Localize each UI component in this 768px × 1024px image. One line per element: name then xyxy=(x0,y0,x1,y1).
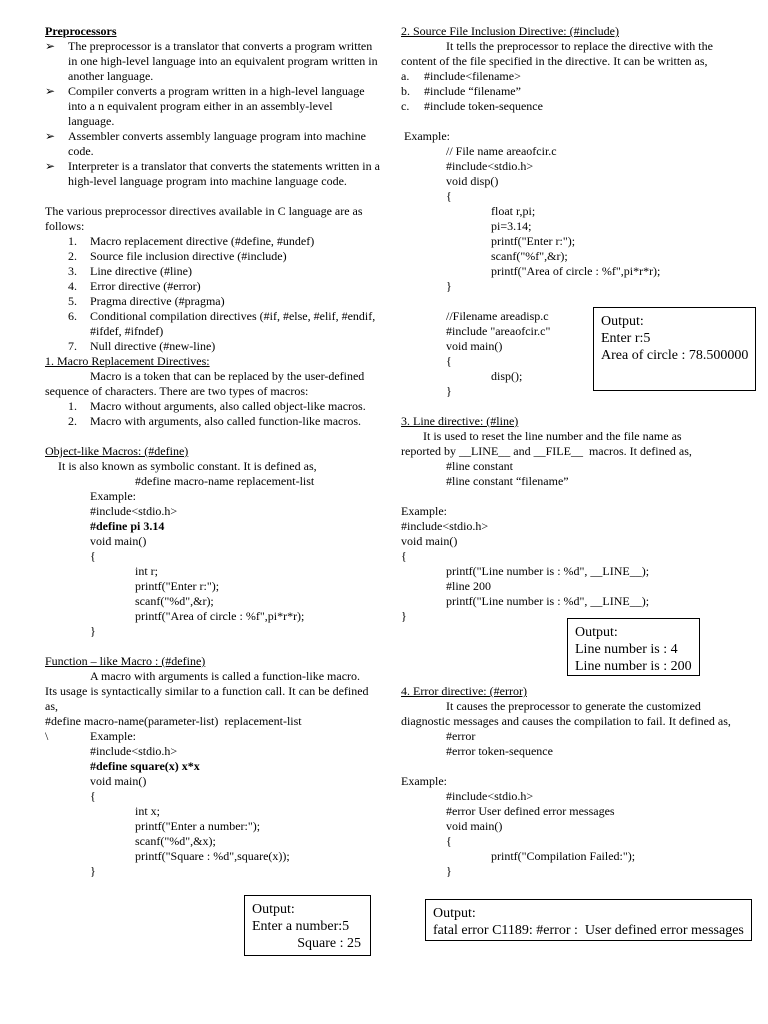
code-line: printf("Enter r:"); xyxy=(135,579,220,593)
output-box-area xyxy=(593,307,756,391)
list-item: 5. Pragma directive (#pragma) xyxy=(68,294,225,308)
code-line: float r,pi; xyxy=(491,204,536,218)
output-line: Square : 25 xyxy=(297,936,361,951)
example-label: Example: xyxy=(90,489,136,503)
code-line: { xyxy=(446,189,452,203)
right-column xyxy=(401,24,756,879)
arrow-bullet-icon: ➢ xyxy=(45,84,56,98)
code-line: #error User defined error messages xyxy=(446,804,615,818)
object-like-desc: It is also known as symbolic constant. It is defined as, xyxy=(58,459,317,473)
preprocessor-bullet-list xyxy=(45,39,380,189)
line-text-first: It is used to reset the line number and the file name as xyxy=(423,429,682,443)
error-text-first: It causes the preprocessor to generate the customized xyxy=(446,699,701,713)
list-item: 7. Null directive (#new-line) xyxy=(68,339,216,353)
output-line: Enter r:5 xyxy=(601,331,651,346)
code-line: scanf("%d",&x); xyxy=(135,834,216,848)
code-line: } xyxy=(446,384,452,398)
list-item: 2. Source file inclusion directive (#include) xyxy=(68,249,287,263)
code-line: printf("Enter a number:"); xyxy=(135,819,261,833)
code-line: } xyxy=(401,609,407,623)
code-line: // File name areaofcir.c xyxy=(446,144,557,158)
left-column xyxy=(45,24,380,879)
function-like-text-rest: Its usage is syntactically similar to a function call. It can be defined as, xyxy=(45,684,369,713)
macro-heading: 1. Macro Replacement Directives: xyxy=(45,354,210,368)
object-like-syntax: #define macro-name replacement-list xyxy=(135,474,315,488)
bullet-item: ➢ Assembler converts assembly language program into machine code. xyxy=(45,129,366,158)
directives-intro: The various preprocessor directives available in C language are as follows: xyxy=(45,204,363,233)
list-item: 4. Error directive (#error) xyxy=(68,279,201,293)
output-box-square xyxy=(244,895,371,956)
code-line: printf("Line number is : %d", __LINE__); xyxy=(446,564,650,578)
list-item: 6. Conditional compilation directives (#if, #else, #elif, #endif, #ifdef, #ifndef) xyxy=(68,309,376,338)
function-like-syntax: #define macro-name(parameter-list) replacement-list xyxy=(45,714,302,728)
code-line: void main() xyxy=(90,534,147,548)
code-line: disp(); xyxy=(491,369,523,383)
output-line: Line number is : 200 xyxy=(575,659,692,674)
code-line: } xyxy=(90,864,96,878)
code-line: int r; xyxy=(135,564,158,578)
output-line: Area of circle : 78.500000 xyxy=(601,348,749,363)
code-line: } xyxy=(90,624,96,638)
code-line: #define square(x) x*x xyxy=(90,759,200,773)
code-line: } xyxy=(446,279,452,293)
code-line: #line constant “filename” xyxy=(446,474,569,488)
output-line: Line number is : 4 xyxy=(575,642,678,657)
code-line: printf("Area of circle : %f",pi*r*r); xyxy=(491,264,661,278)
example-label: Example: xyxy=(401,774,447,788)
output-line: fatal error C1189: #error : User defined error messages xyxy=(433,923,744,938)
code-line: scanf("%f",&r); xyxy=(491,249,568,263)
code-line: printf("Enter r:"); xyxy=(491,234,576,248)
preprocessors-heading: Preprocessors xyxy=(45,24,117,38)
code-line: { xyxy=(90,549,96,563)
macro-type-list xyxy=(45,399,380,429)
code-line: { xyxy=(446,354,452,368)
code-line: #error xyxy=(446,729,476,743)
output-label: Output: xyxy=(601,314,644,329)
code-line: #line constant xyxy=(446,459,513,473)
code-line: { xyxy=(401,549,407,563)
arrow-bullet-icon: ➢ xyxy=(45,159,56,173)
list-item: 3. Line directive (#line) xyxy=(68,264,192,278)
output-label: Output: xyxy=(433,906,476,921)
list-item: 1. Macro without arguments, also called object-like macros. xyxy=(68,399,366,413)
arrow-bullet-icon: ➢ xyxy=(45,129,56,143)
code-line: printf("Line number is : %d", __LINE__); xyxy=(446,594,650,608)
line-heading: 3. Line directive: (#line) xyxy=(401,414,519,428)
include-text-first: It tells the preprocessor to replace the directive with the xyxy=(446,39,713,53)
macro-text-rest: sequence of characters. There are two types of macros: xyxy=(45,384,309,398)
list-item: b. #include “filename” xyxy=(401,84,521,98)
code-line: #include<stdio.h> xyxy=(446,159,534,173)
code-line: { xyxy=(90,789,96,803)
line-text-rest: reported by __LINE__ and __FILE__ macros. It defined as, xyxy=(401,444,692,458)
include-text-rest: content of the file specified in the directive. It can be written as, xyxy=(401,54,708,68)
example-label: Example: xyxy=(401,504,447,518)
example-row xyxy=(45,729,380,744)
code-line: int x; xyxy=(135,804,161,818)
output-line: Enter a number:5 xyxy=(252,919,350,934)
directive-list xyxy=(45,234,380,354)
code-line: void main() xyxy=(446,819,503,833)
bullet-item: ➢ The preprocessor is a translator that converts a program written in one high-level language into an equivalent program written in another language. xyxy=(45,39,378,83)
stray-mark: \ xyxy=(45,729,49,743)
code-line: #include<stdio.h> xyxy=(401,519,489,533)
output-box-line xyxy=(567,618,700,676)
code-line: #include<stdio.h> xyxy=(446,789,534,803)
code-line: scanf("%d",&r); xyxy=(135,594,214,608)
bullet-item: ➢ Interpreter is a translator that converts the statements written in a high-level language program into machine language code. xyxy=(45,159,380,188)
function-like-text-first: A macro with arguments is called a function-like macro. xyxy=(90,669,361,683)
list-item: 2. Macro with arguments, also called function-like macros. xyxy=(68,414,362,428)
output-label: Output: xyxy=(252,902,295,917)
macro-text-first: Macro is a token that can be replaced by the user-defined xyxy=(90,369,365,383)
code-line: printf("Compilation Failed:"); xyxy=(491,849,636,863)
code-line: #include "areaofcir.c" xyxy=(446,324,551,338)
code-line: //Filename areadisp.c xyxy=(446,309,549,323)
output-label: Output: xyxy=(575,625,618,640)
code-line: printf("Area of circle : %f",pi*r*r); xyxy=(135,609,305,623)
list-item: c. #include token-sequence xyxy=(401,99,543,113)
code-line: void main() xyxy=(401,534,458,548)
list-item: 1. Macro replacement directive (#define, #undef) xyxy=(68,234,315,248)
code-line: pi=3.14; xyxy=(491,219,532,233)
error-heading: 4. Error directive: (#error) xyxy=(401,684,527,698)
include-heading: 2. Source File Inclusion Directive: (#include) xyxy=(401,24,619,38)
list-item: a. #include<filename> xyxy=(401,69,521,83)
include-form-list xyxy=(401,69,756,114)
example-label: Example: xyxy=(404,129,450,143)
code-line: void main() xyxy=(446,339,503,353)
code-line: #include<stdio.h> xyxy=(90,504,178,518)
example-label: Example: xyxy=(90,729,136,743)
code-line: #define pi 3.14 xyxy=(90,519,165,533)
code-line: #include<stdio.h> xyxy=(90,744,178,758)
bullet-item: ➢ Compiler converts a program written in a high-level language into a n equivalent program either in an assembly-level language. xyxy=(45,84,365,128)
code-line: void main() xyxy=(90,774,147,788)
code-line: { xyxy=(446,834,452,848)
code-line: #error token-sequence xyxy=(446,744,553,758)
function-like-heading: Function – like Macro : (#define) xyxy=(45,654,206,668)
error-text-rest: diagnostic messages and causes the compilation to fail. It defined as, xyxy=(401,714,731,728)
arrow-bullet-icon: ➢ xyxy=(45,39,56,53)
code-line: printf("Square : %d",square(x)); xyxy=(135,849,290,863)
code-line: } xyxy=(446,864,452,878)
code-line: #line 200 xyxy=(446,579,491,593)
output-box-error xyxy=(425,899,752,941)
code-line: void disp() xyxy=(446,174,499,188)
object-like-heading: Object-like Macros: (#define) xyxy=(45,444,189,458)
